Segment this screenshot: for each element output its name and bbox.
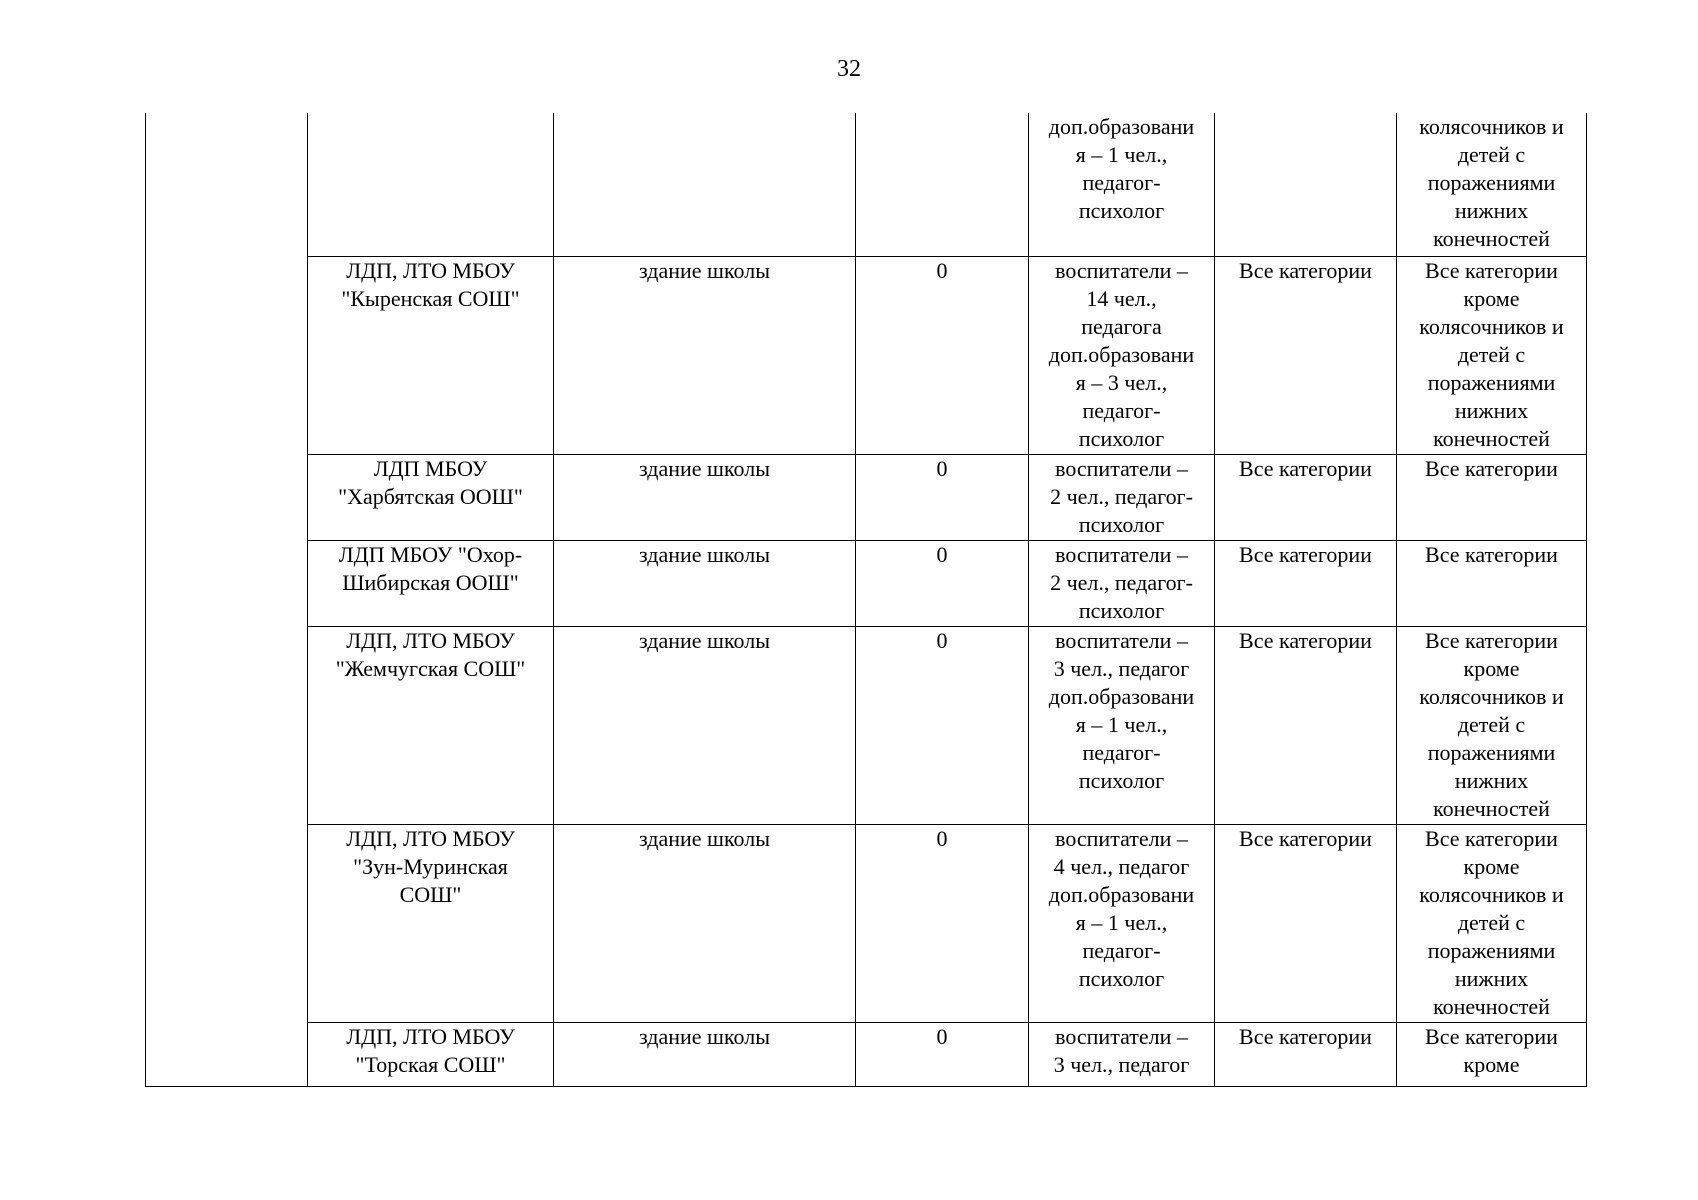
accessibility-cell: Все категории кроме колясочников и детей с поражениями нижних конечностей <box>1397 626 1587 824</box>
accessibility-cell: Все категории <box>1397 454 1587 540</box>
blank-cell <box>146 1022 308 1086</box>
camp-name-cell: ЛДП, ЛТО МБОУ "Жемчугская СОШ" <box>308 626 554 824</box>
staff-cell: воспитатели – 4 чел., педагог доп.образовани я – 1 чел., педагог- психолог <box>1029 824 1215 1022</box>
categories-cell: Все категории <box>1215 540 1397 626</box>
blank-cell <box>146 626 308 824</box>
count-cell: 0 <box>856 256 1029 454</box>
camps-table <box>145 113 1587 1087</box>
accessibility-cell: Все категории кроме <box>1397 1022 1587 1086</box>
categories-cell: Все категории <box>1215 824 1397 1022</box>
camp-name-cell: ЛДП МБОУ "Харбятская ООШ" <box>308 454 554 540</box>
camp-name-cell: ЛДП МБОУ "Охор- Шибирская ООШ" <box>308 540 554 626</box>
camp-name-cell: ЛДП, ЛТО МБОУ "Кыренская СОШ" <box>308 256 554 454</box>
staff-cell: воспитатели – 3 чел., педагог доп.образовани я – 1 чел., педагог- психолог <box>1029 626 1215 824</box>
blank-cell <box>146 454 308 540</box>
camp-name-cell: ЛДП, ЛТО МБОУ "Торская СОШ" <box>308 1022 554 1086</box>
staff-cell: доп.образовани я – 1 чел., педагог- психолог <box>1029 113 1215 256</box>
blank-cell <box>146 824 308 1022</box>
count-cell: 0 <box>856 540 1029 626</box>
accessibility-cell: Все категории кроме колясочников и детей с поражениями нижних конечностей <box>1397 256 1587 454</box>
categories-cell: Все категории <box>1215 454 1397 540</box>
camp-name-cell: ЛДП, ЛТО МБОУ "Зун-Муринская СОШ" <box>308 824 554 1022</box>
staff-cell: воспитатели – 2 чел., педагог- психолог <box>1029 454 1215 540</box>
premises-cell: здание школы <box>554 454 856 540</box>
categories-cell: Все категории <box>1215 256 1397 454</box>
count-cell: 0 <box>856 1022 1029 1086</box>
premises-cell: здание школы <box>554 626 856 824</box>
premises-cell: здание школы <box>554 256 856 454</box>
blank-cell <box>146 540 308 626</box>
accessibility-cell: колясочников и детей с поражениями нижних конечностей <box>1397 113 1587 256</box>
accessibility-cell: Все категории <box>1397 540 1587 626</box>
table-row <box>146 626 1587 824</box>
count-cell: 0 <box>856 454 1029 540</box>
blank-cell <box>146 256 308 454</box>
table-row <box>146 454 1587 540</box>
count-cell: 0 <box>856 824 1029 1022</box>
staff-cell: воспитатели – 2 чел., педагог- психолог <box>1029 540 1215 626</box>
page-number: 32 <box>837 56 861 82</box>
blank-cell <box>146 113 308 256</box>
categories-cell: Все категории <box>1215 1022 1397 1086</box>
staff-cell: воспитатели – 3 чел., педагог <box>1029 1022 1215 1086</box>
table-row <box>146 824 1587 1022</box>
categories-cell <box>1215 113 1397 256</box>
count-cell <box>856 113 1029 256</box>
table-row <box>146 1022 1587 1086</box>
count-cell: 0 <box>856 626 1029 824</box>
premises-cell: здание школы <box>554 540 856 626</box>
table-row <box>146 540 1587 626</box>
staff-cell: воспитатели – 14 чел., педагога доп.образовани я – 3 чел., педагог- психолог <box>1029 256 1215 454</box>
premises-cell: здание школы <box>554 824 856 1022</box>
table-row <box>146 113 1587 256</box>
accessibility-cell: Все категории кроме колясочников и детей с поражениями нижних конечностей <box>1397 824 1587 1022</box>
camp-name-cell <box>308 113 554 256</box>
premises-cell: здание школы <box>554 1022 856 1086</box>
table-row <box>146 256 1587 454</box>
categories-cell: Все категории <box>1215 626 1397 824</box>
premises-cell <box>554 113 856 256</box>
